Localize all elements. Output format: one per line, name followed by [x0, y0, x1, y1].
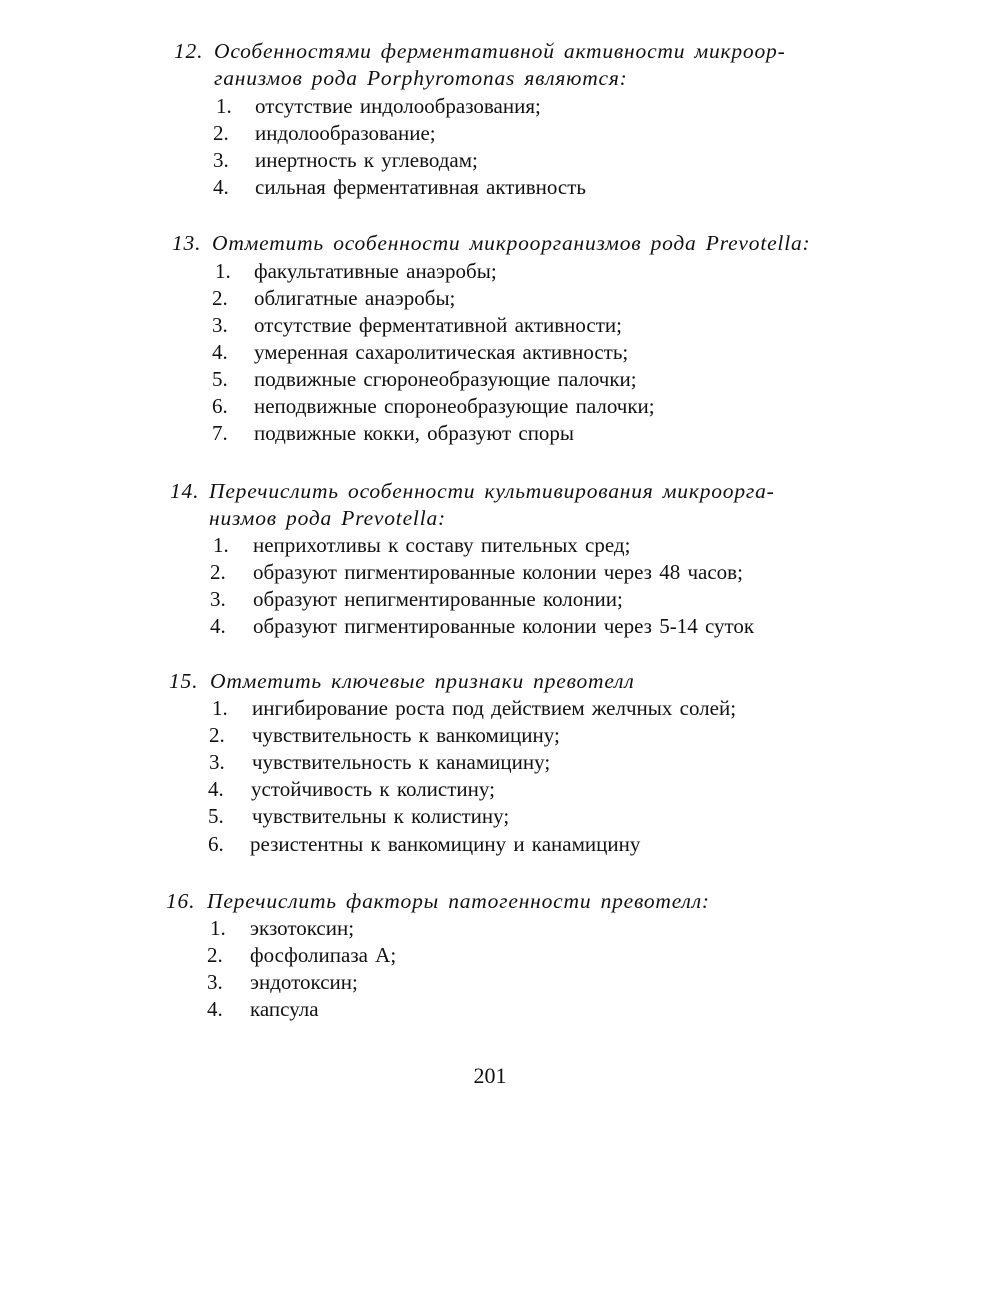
- option-text: экзотоксин;: [250, 916, 355, 940]
- option-text: инертность к углеводам;: [255, 148, 478, 172]
- question-number: 12.: [174, 39, 204, 63]
- option-text: сильная ферментативная активность: [255, 175, 586, 199]
- option-number: 1.: [215, 259, 231, 283]
- option-number: 5.: [208, 804, 224, 828]
- option-text: отсутствие ферментативной активности;: [254, 313, 622, 337]
- option-text: факультативные анаэробы;: [254, 259, 497, 283]
- question-number: 14.: [170, 479, 200, 503]
- option-text: чувствительны к колистину;: [252, 804, 510, 828]
- option-number: 2.: [210, 560, 226, 584]
- option-text: неприхотливы к составу пительных сред;: [253, 533, 631, 557]
- option-text: подвижные сгюронеобразующие палочки;: [254, 367, 637, 391]
- option-text: устойчивость к колистину;: [251, 777, 495, 801]
- question-text-line-1: Перечислить особенности культивирования микроорга-: [209, 479, 775, 503]
- question-text-line-2: ганизмов рода Porphyromonas являются:: [214, 66, 628, 90]
- question-text-line-1: Отметить особенности микроорганизмов рода Prevotella:: [212, 231, 811, 255]
- option-number: 6.: [212, 394, 228, 418]
- option-number: 2.: [209, 723, 225, 747]
- option-number: 6.: [208, 832, 224, 856]
- question-text-line-1: Отметить ключевые признаки превотелл: [210, 669, 635, 693]
- option-number: 1.: [213, 533, 229, 557]
- option-number: 7.: [212, 421, 228, 445]
- option-text: образуют непигментированные колонии;: [253, 587, 623, 611]
- option-text: ингибирование роста под действием желчных солей;: [252, 696, 737, 720]
- option-text: индолообразование;: [255, 121, 436, 145]
- option-text: образуют пигментированные колонии через 5-14 суток: [253, 614, 755, 638]
- option-number: 4.: [210, 614, 226, 638]
- option-text: фосфолипаза А;: [250, 943, 397, 967]
- option-number: 1.: [210, 916, 226, 940]
- option-text: эндотоксин;: [250, 970, 358, 994]
- question-number: 13.: [172, 231, 202, 255]
- option-number: 2.: [207, 943, 223, 967]
- option-number: 3.: [210, 587, 226, 611]
- option-number: 3.: [213, 148, 229, 172]
- option-number: 2.: [212, 286, 228, 310]
- option-text: отсутствие индолообразования;: [255, 94, 541, 118]
- option-text: образуют пигментированные колонии через 48 часов;: [253, 560, 743, 584]
- option-number: 3.: [209, 750, 225, 774]
- option-number: 4.: [208, 777, 224, 801]
- option-number: 1.: [212, 696, 228, 720]
- question-text-line-1: Перечислить факторы патогенности превотелл:: [207, 889, 710, 913]
- option-text: подвижные кокки, образуют споры: [254, 421, 575, 445]
- option-number: 4.: [213, 175, 229, 199]
- option-text: капсула: [250, 997, 319, 1021]
- option-text: неподвижные споронеобразующие палочки;: [254, 394, 655, 418]
- option-text: чувствительность к канамицину;: [252, 750, 551, 774]
- option-number: 4.: [212, 340, 228, 364]
- option-text: облигатные анаэробы;: [254, 286, 456, 310]
- option-number: 3.: [207, 970, 223, 994]
- option-number: 5.: [212, 367, 228, 391]
- question-number: 15.: [169, 669, 199, 693]
- question-text-line-2: низмов рода Prevotella:: [209, 506, 446, 530]
- option-number: 4.: [207, 997, 223, 1021]
- option-number: 3.: [212, 313, 228, 337]
- question-number: 16.: [166, 889, 196, 913]
- option-text: чувствительность к ванкомицину;: [252, 723, 560, 747]
- option-text: резистентны к ванкомицину и канамицину: [250, 832, 641, 856]
- question-text-line-1: Особенностями ферментативной активности микроор-: [214, 39, 786, 63]
- option-number: 1.: [216, 94, 232, 118]
- page-number: 201: [473, 1063, 507, 1088]
- option-number: 2.: [213, 121, 229, 145]
- option-text: умеренная сахаролитическая активность;: [254, 340, 629, 364]
